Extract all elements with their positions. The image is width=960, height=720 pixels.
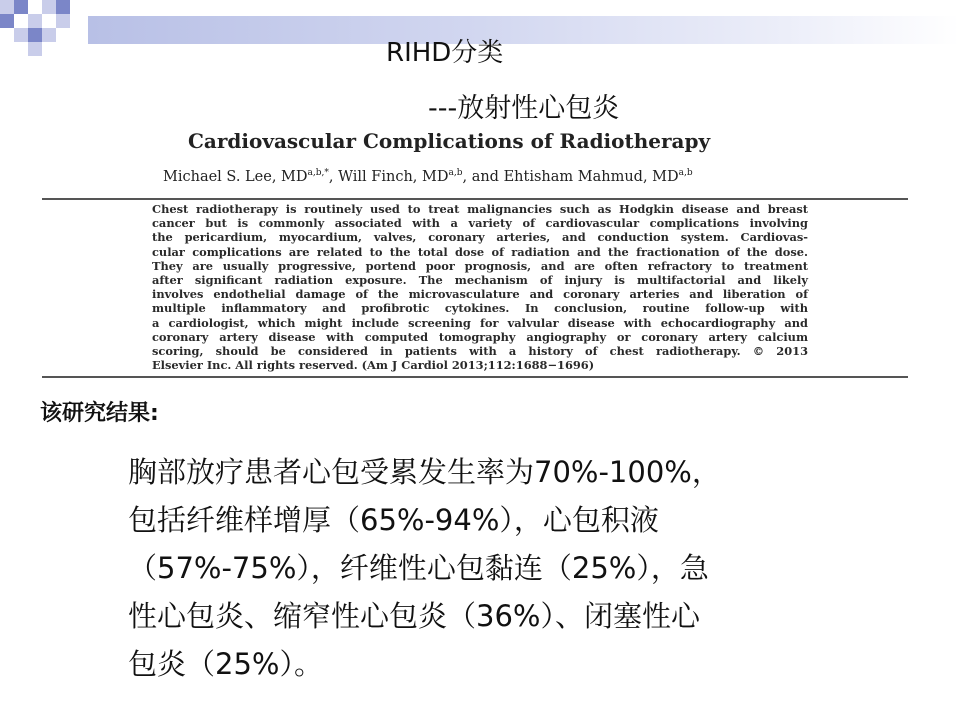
corner-square: [0, 14, 14, 28]
results-line: （57%-75%），纤维性心包黏连（25%），急: [128, 551, 709, 585]
corner-square: [28, 42, 42, 56]
author-separator: , and: [462, 168, 504, 185]
paper-abstract: [152, 202, 808, 372]
slide-subtitle: ---放射性心包炎: [428, 93, 620, 124]
author-affiliation: a,b: [678, 168, 693, 178]
corner-square: [56, 14, 70, 28]
slide-title: RIHD分类: [386, 38, 504, 68]
author-affiliation: a,b: [448, 168, 463, 178]
author-separator: ,: [328, 168, 339, 185]
corner-square: [28, 14, 42, 28]
abstract-line: the pericardium, myocardium, valves, coronary arteries, and conduction system. Cardiovas-: [152, 230, 808, 245]
abstract-line: involves endothelial damage of the microvasculature and coronary arteries and liberation of: [152, 287, 808, 302]
abstract-rule-bottom: [42, 376, 908, 378]
corner-square: [42, 28, 56, 42]
corner-square: [42, 0, 56, 14]
abstract-line: multiple inflammatory and profibrotic cytokines. In conclusion, routine follow-up with: [152, 301, 808, 316]
results-body: [128, 448, 898, 688]
corner-square: [14, 28, 28, 42]
author-affiliation: a,b,*: [307, 168, 329, 178]
paper-title: Cardiovascular Complications of Radiotherapy: [188, 129, 711, 153]
abstract-line: after significant radiation exposure. The mechanism of injury is multifactorial and likely: [152, 273, 808, 288]
results-line: 包括纤维样增厚（65%-94%），心包积液: [128, 503, 659, 537]
author-name: Will Finch, MD: [338, 168, 449, 185]
author-name: Michael S. Lee, MD: [163, 168, 308, 185]
abstract-line: scoring, should be considered in patients with a history of chest radiotherapy. © 2013: [152, 344, 808, 359]
abstract-line: a cardiologist, which might include screening for valvular disease with echocardiography and: [152, 315, 808, 330]
abstract-rule-top: [42, 198, 908, 200]
abstract-line: They are usually progressive, portend poor prognosis, and are often refractory to treatment: [152, 258, 808, 273]
abstract-line: coronary artery disease with computed tomography angiography or coronary artery calcium: [152, 329, 808, 344]
paper-authors: [163, 168, 693, 185]
abstract-line: cancer but is commonly associated with a variety of cardiovascular complications involving: [152, 216, 808, 231]
results-line: 包炎（25%）。: [128, 647, 323, 681]
author-name: Ehtisham Mahmud, MD: [503, 168, 679, 185]
results-label: 该研究结果:: [40, 401, 159, 426]
header-gradient-band: [88, 16, 960, 44]
abstract-line: Elsevier Inc. All rights reserved. (Am J Cardiol 2013;112:1688−1696): [152, 358, 595, 373]
corner-square: [14, 0, 28, 14]
corner-square: [28, 28, 42, 42]
results-line: 胸部放疗患者心包受累发生率为70%-100%，: [128, 455, 721, 489]
abstract-line: Chest radiotherapy is routinely used to treat malignancies such as Hodgkin disease and breast: [152, 202, 808, 216]
corner-square: [0, 0, 14, 14]
abstract-line: cular complications are related to the total dose of radiation and the fractionation of the dose.: [152, 244, 808, 259]
results-line: 性心包炎、缩窄性心包炎（36%）、闭塞性心: [128, 599, 700, 633]
corner-square: [56, 0, 70, 14]
